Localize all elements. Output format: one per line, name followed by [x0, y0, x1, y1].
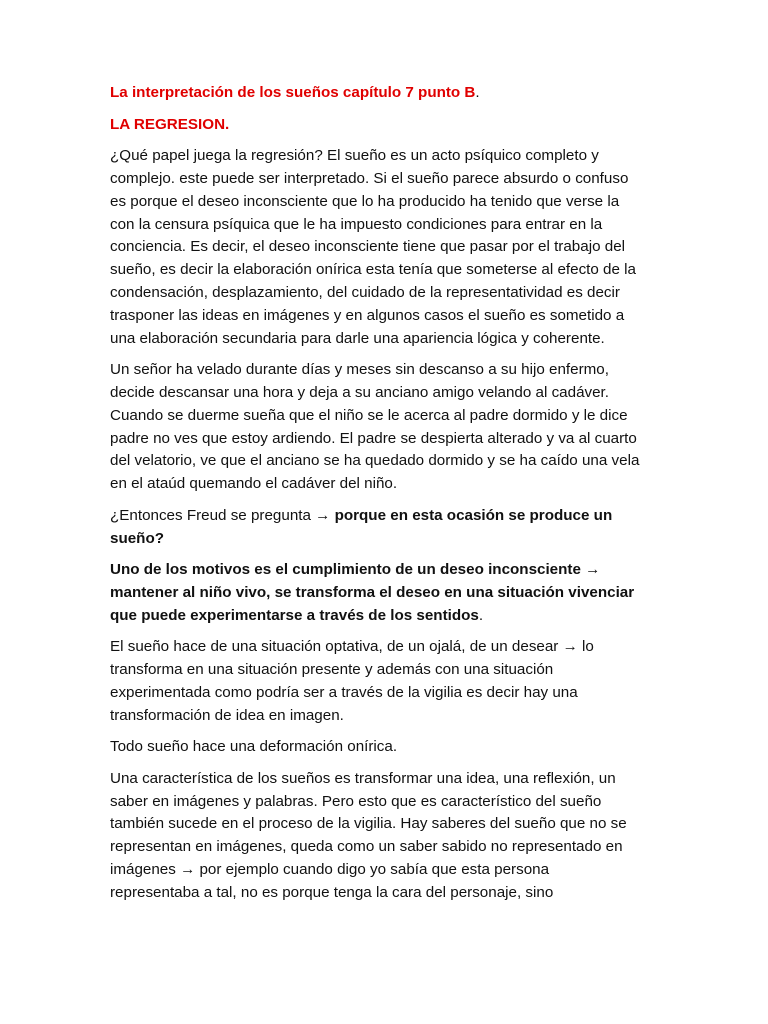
- paragraph-7: Una característica de los sueños es transformar una idea, una reflexión, un saber en imágenes y palabras. Pero esto que es característico del sueño también sucede en el proceso de la vigilia. Hay saberes del sueño que no se representan en imágenes, queda como un saber sabido no representado en imágenes → por ejemplo cuando digo yo sabía que esta persona representaba a tal, no es porque tenga la cara del personaje, sino: [110, 769, 627, 901]
- paragraph-3-bold: porque en esta ocasión se produce un sueño?: [110, 506, 613, 547]
- document-title: [110, 82, 640, 105]
- paragraph-3: [110, 505, 640, 551]
- paragraph-4: [110, 559, 640, 627]
- document-title-period: .: [475, 84, 480, 101]
- paragraph-4-bold: Uno de los motivos es el cumplimiento de un deseo inconsciente → mantener al niño vivo, se transforma el deseo en una situación vivenciar que puede experimentarse a través de los sentidos: [110, 561, 635, 624]
- paragraph-3-text: ¿Entonces Freud se pregunta →: [110, 506, 335, 524]
- paragraph-1: ¿Qué papel juega la regresión? El sueño es un acto psíquico completo y complejo. este puede ser interpretado. Si el sueño parece absurdo o confuso es porque el deseo inconsciente que lo ha producido ha tenido que verse la con la censura psíquica que le ha impuesto condiciones para entrar en la conciencia. Es decir, el deseo inconsciente tiene que pasar por el trabajo del sueño, es decir la elaboración onírica esta tenía que someterse al efecto de la condensación, desplazamiento, del cuidado de la representatividad es decir trasponer las ideas en imágenes y en algunos casos el sueño es sometido a una elaboración secundaria para darle una apariencia lógica y coherente.: [110, 147, 636, 347]
- paragraph-4-end: .: [478, 606, 484, 624]
- paragraph-6: Todo sueño hace una deformación onírica.: [110, 738, 398, 756]
- document-title-text: La interpretación de los sueños capítulo 7 punto B: [110, 84, 476, 101]
- section-heading: LA REGRESION.: [110, 115, 230, 133]
- paragraph-5: El sueño hace de una situación optativa, de un ojalá, de un desear → lo transforma en una situación presente y además con una situación experimentada como podría ser a través de la vigilia es decir hay una transformación de idea en imagen.: [110, 638, 594, 724]
- paragraph-2: Un señor ha velado durante días y meses sin descanso a su hijo enfermo, decide descansar una hora y deja a su anciano amigo velando al cadáver. Cuando se duerme sueña que el niño se le acerca al padre dormido y le dice padre no ves que estoy ardiendo. El padre se despierta alterado y va al cuarto del velatorio, ve que el anciano se ha quedado dormido y se ha caído una vela en el ataúd quemando el cadáver del niño.: [110, 361, 640, 493]
- document-page: [110, 82, 640, 913]
